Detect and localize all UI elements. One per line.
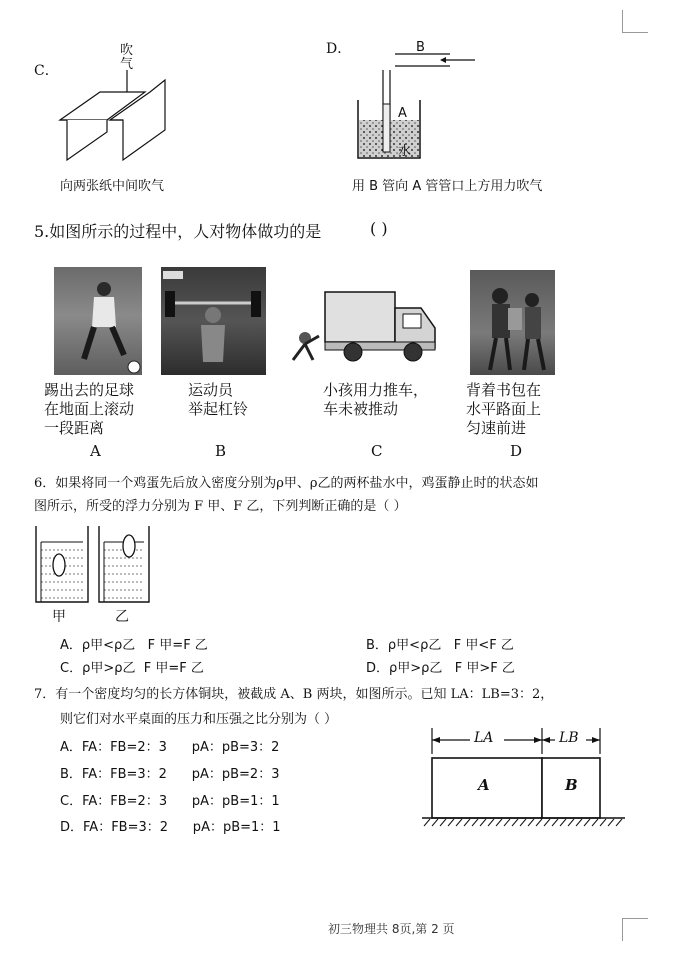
- q6-stem-line2: 图所示，所受的浮力分别为 F 甲、F 乙，下列判断正确的是（ ）: [34, 499, 407, 514]
- option-c-caption: 向两张纸中间吹气: [60, 179, 165, 194]
- q5-stem: 5.如图所示的过程中，人对物体做功的是: [34, 222, 322, 241]
- q5-caption-c: 小孩用力推车， 车未被推动: [323, 381, 429, 418]
- photo-soccer: [54, 267, 142, 375]
- crop-mark-top-right: [622, 10, 648, 33]
- q7-stem-line1: 7．有一个密度均匀的长方体铜块，被截成 A、B 两块，如图所示。已知 LA：LB=3：2，: [34, 687, 554, 702]
- q5-letter-a: A: [90, 442, 101, 460]
- truck-push-drawing: [283, 280, 443, 375]
- fig-lb-label: LB: [559, 730, 579, 746]
- two-papers-figure: [55, 70, 175, 165]
- pipes-beaker-figure: [350, 40, 480, 165]
- water-label: 水: [398, 144, 412, 159]
- q5-letter-d: D: [510, 442, 523, 460]
- fig-block-a-label: A: [478, 776, 490, 794]
- q6-option-a: A．ρ甲<ρ乙 F 甲=F 乙: [60, 638, 208, 653]
- q5-letter-c: C: [371, 442, 383, 460]
- pipe-a-label: A: [398, 106, 407, 121]
- q6-option-d: D．ρ甲>ρ乙 F 甲>F 乙: [366, 661, 515, 676]
- q6-option-b: B．ρ甲<ρ乙 F 甲<F 乙: [366, 638, 514, 653]
- q5-answer-paren: ( ): [370, 219, 388, 238]
- q6-option-c: C．ρ甲>ρ乙 F 甲=F 乙: [60, 661, 204, 676]
- cup2-label: 乙: [115, 609, 129, 625]
- q5-caption-b: 运动员 举起杠铃: [188, 381, 249, 418]
- blow-label: 吹气: [120, 43, 134, 72]
- q5-caption-d: 背着书包在 水平路面上 匀速前进: [466, 381, 542, 437]
- q5-caption-a: 踢出去的足球 在地面上滚动 一段距离: [44, 381, 135, 437]
- page-footer: 初三物理共 8页,第 2 页: [328, 922, 455, 936]
- q7-option-b: B．FA：FB=3：2 pA：pB=2：3: [60, 767, 280, 782]
- q5-letter-b: B: [215, 442, 227, 460]
- q7-stem-line2: 则它们对水平桌面的压力和压强之比分别为（ ）: [60, 712, 338, 727]
- crop-mark-bottom-right: [622, 918, 648, 941]
- two-cups-figure: [33, 524, 163, 604]
- q7-option-d: D．FA：FB=3：2 pA：pB=1：1: [60, 820, 281, 835]
- fig-la-label: LA: [474, 730, 494, 746]
- pipe-b-label: B: [416, 40, 425, 55]
- cup1-label: 甲: [52, 609, 66, 625]
- q7-option-c: C．FA：FB=2：3 pA：pB=1：1: [60, 794, 280, 809]
- q6-stem-line1: 6．如果将同一个鸡蛋先后放入密度分别为ρ甲、ρ乙的两杯盐水中，鸡蛋静止时的状态如: [34, 476, 539, 491]
- copper-block-figure: [420, 726, 630, 834]
- fig-block-b-label: B: [565, 776, 578, 794]
- photo-weightlifter: [161, 267, 266, 375]
- option-d-label: D．: [326, 41, 352, 57]
- q7-option-a: A．FA：FB=2：3 pA：pB=3：2: [60, 740, 280, 755]
- option-c-label: C．: [34, 63, 59, 79]
- option-d-caption: 用 B 管向 A 管管口上方用力吹气: [352, 179, 543, 194]
- photo-schoolbag: [470, 270, 555, 375]
